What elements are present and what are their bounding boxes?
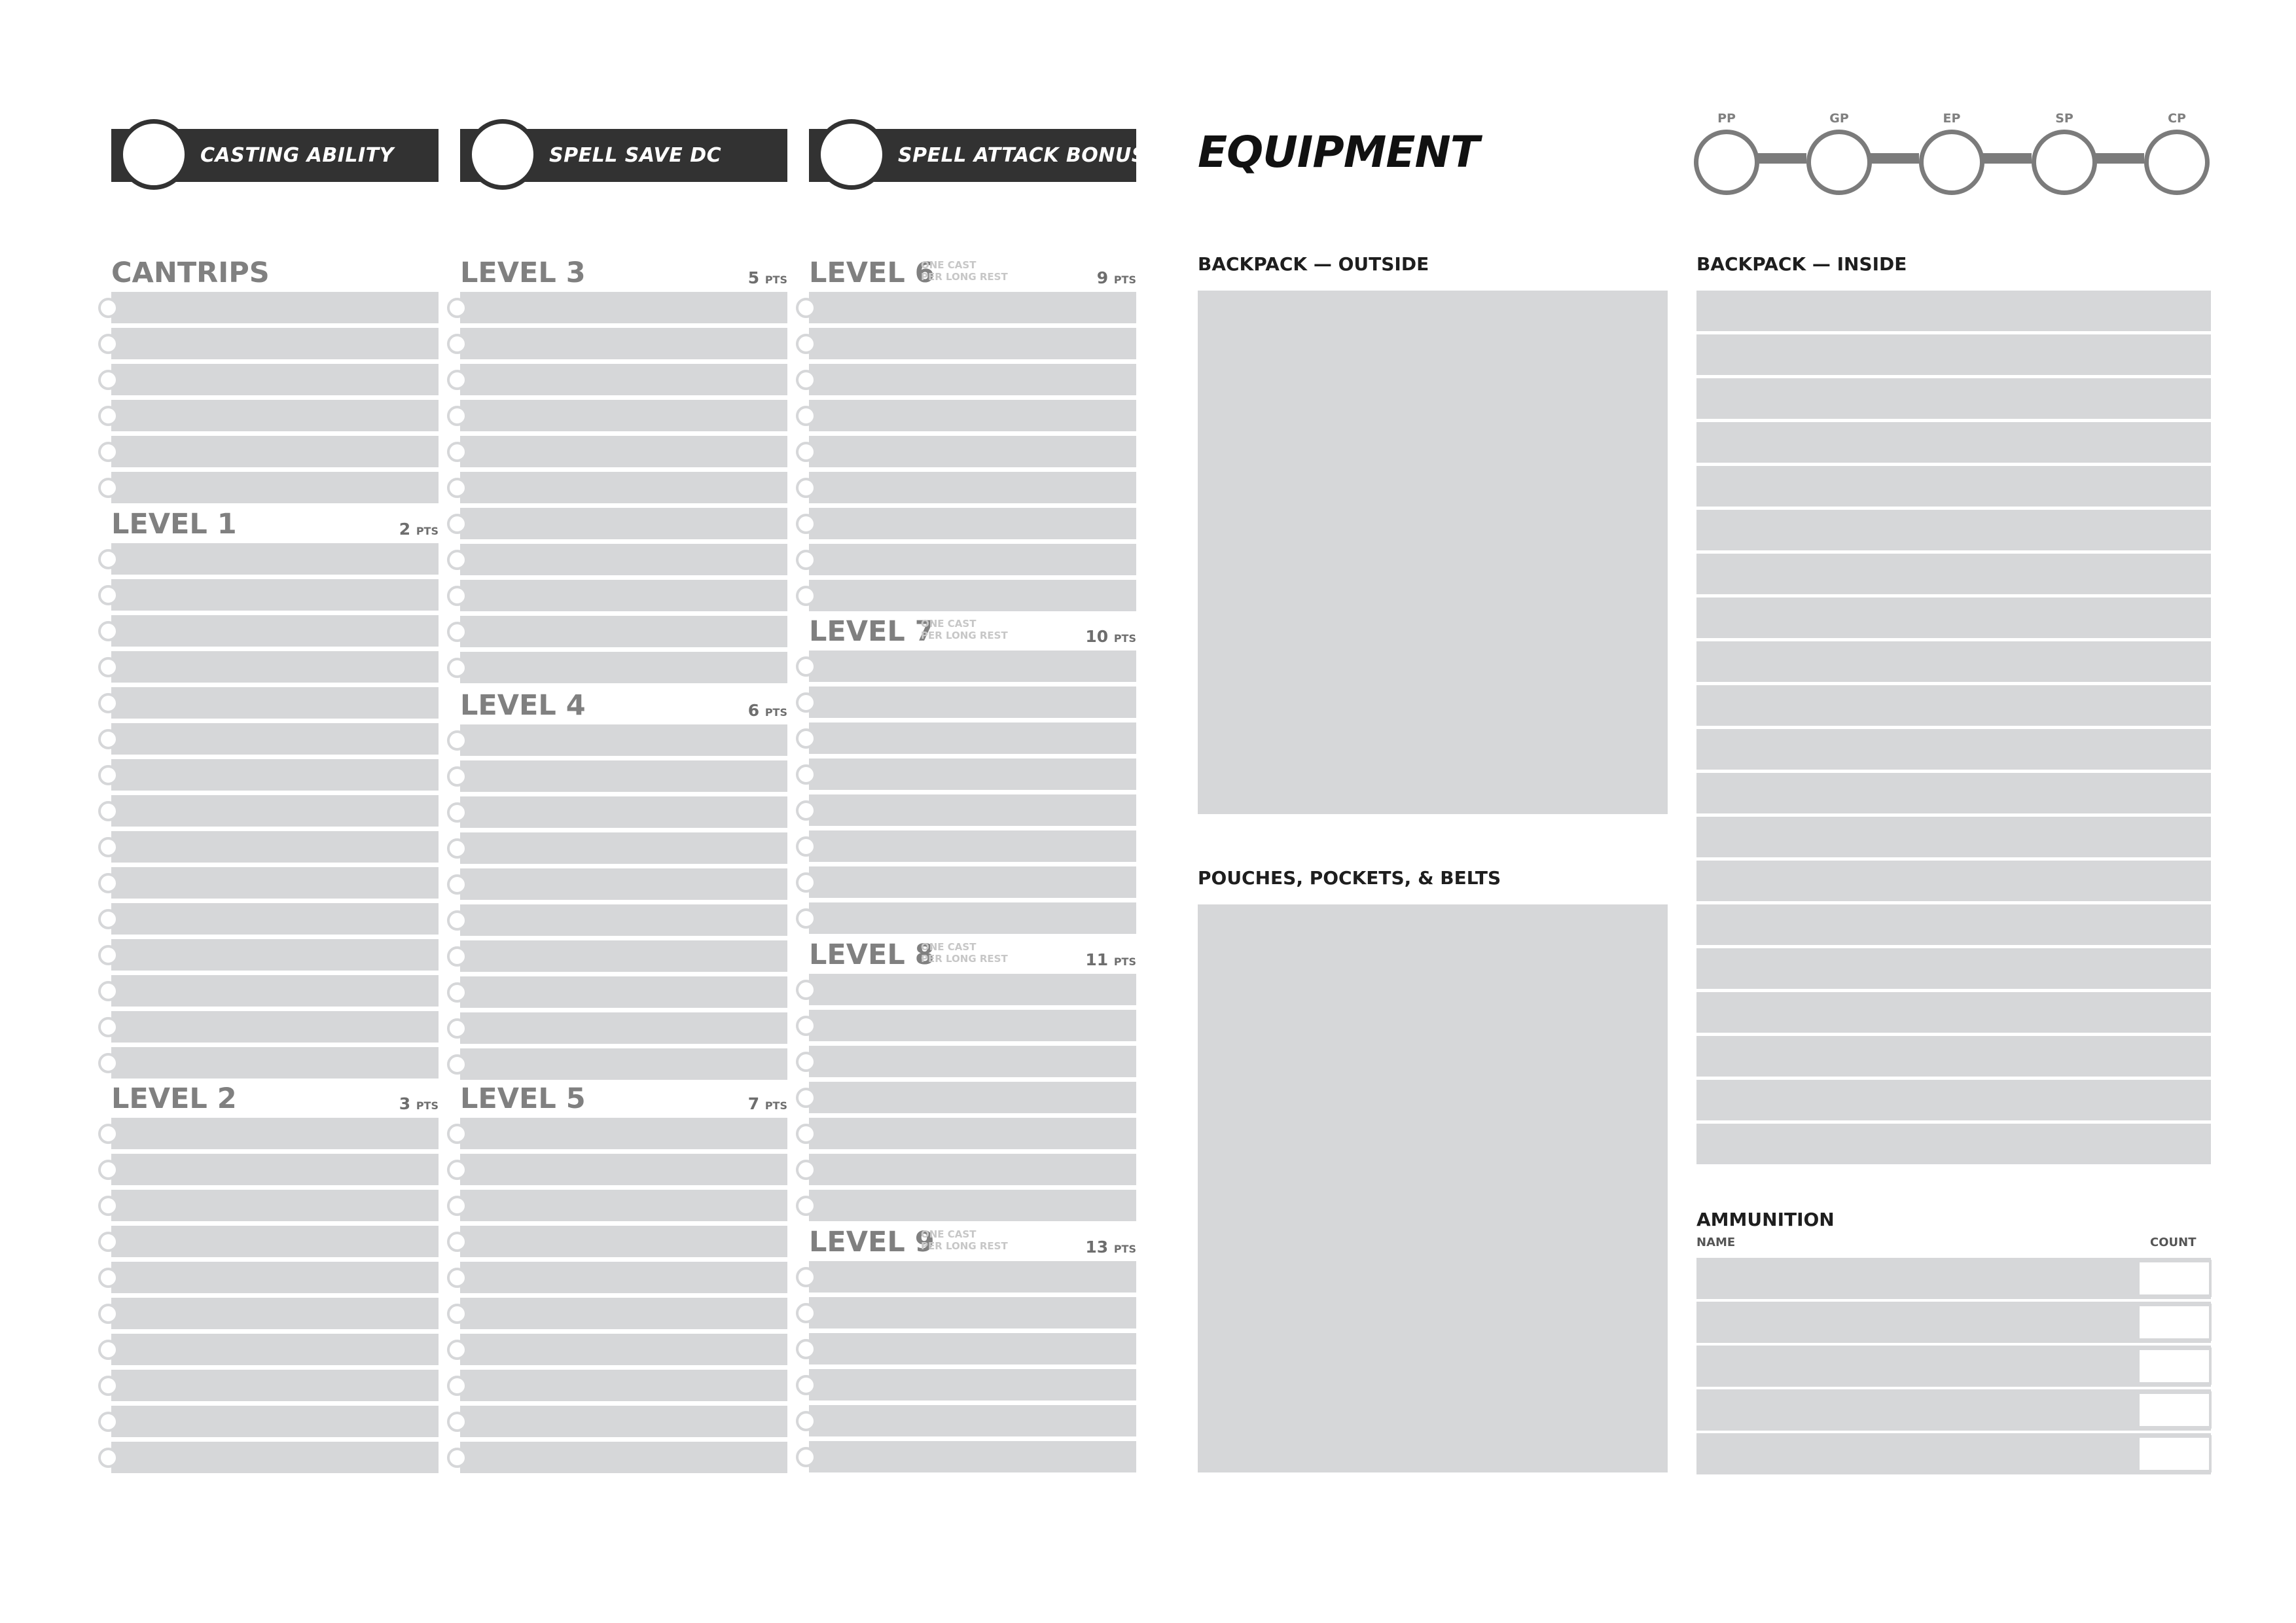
spell-slot-line[interactable] bbox=[460, 1442, 787, 1473]
spell-slot-line[interactable] bbox=[111, 795, 439, 827]
equipment-title: EQUIPMENT bbox=[1198, 127, 1479, 177]
backpack-inside-row[interactable] bbox=[1696, 291, 2211, 331]
level-6-title: LEVEL 6 bbox=[809, 257, 935, 289]
spell-slot-line[interactable] bbox=[460, 472, 787, 503]
spell-prepared-checkbox[interactable] bbox=[98, 1412, 118, 1432]
spell-prepared-checkbox[interactable] bbox=[447, 370, 467, 390]
ammunition-count-field[interactable] bbox=[2137, 1391, 2212, 1429]
spell-prepared-checkbox[interactable] bbox=[796, 728, 816, 749]
backpack-inside-row[interactable] bbox=[1696, 1080, 2211, 1120]
level-6-rest-note bbox=[921, 259, 1008, 283]
spell-prepared-checkbox[interactable] bbox=[98, 729, 118, 749]
spell-slot-line[interactable] bbox=[809, 400, 1136, 431]
spell-prepared-checkbox[interactable] bbox=[796, 298, 816, 318]
spell-prepared-checkbox[interactable] bbox=[447, 1412, 467, 1432]
pouches-field[interactable] bbox=[1198, 904, 1668, 1472]
spell-prepared-checkbox[interactable] bbox=[98, 298, 118, 318]
spell-slot-line[interactable] bbox=[809, 1118, 1136, 1149]
spell-slot-line[interactable] bbox=[460, 1262, 787, 1293]
spell-prepared-checkbox[interactable] bbox=[447, 550, 467, 570]
spell-prepared-checkbox[interactable] bbox=[796, 1160, 816, 1180]
ammunition-name-field[interactable] bbox=[1696, 1433, 2211, 1474]
spell-slot-line[interactable] bbox=[460, 796, 787, 828]
spell-prepared-checkbox[interactable] bbox=[447, 1124, 467, 1144]
spell-prepared-checkbox[interactable] bbox=[796, 1267, 816, 1287]
spell-slot-line[interactable] bbox=[460, 1118, 787, 1149]
spell-slot-line[interactable] bbox=[111, 1118, 439, 1149]
level-6-points-value: 9 bbox=[1096, 268, 1114, 287]
coin-connector bbox=[1753, 153, 1806, 164]
spell-slot-line[interactable] bbox=[809, 1154, 1136, 1185]
spell-slot-line[interactable] bbox=[111, 292, 439, 323]
level-7-points bbox=[1031, 628, 1136, 645]
spell-slot-line[interactable] bbox=[809, 1261, 1136, 1293]
level-5-title: LEVEL 5 bbox=[460, 1082, 586, 1115]
backpack-inside-heading: BACKPACK — INSIDE bbox=[1696, 253, 1907, 275]
level-5-points-value: 7 bbox=[747, 1094, 765, 1113]
spell-slot-line[interactable] bbox=[460, 436, 787, 467]
spell-slot-line[interactable] bbox=[460, 1298, 787, 1329]
pouches-heading: POUCHES, POCKETS, & BELTS bbox=[1198, 867, 1501, 889]
spell-slot-line[interactable] bbox=[809, 436, 1136, 467]
spell-slot-line[interactable] bbox=[460, 1406, 787, 1437]
spell-slot-line[interactable] bbox=[809, 974, 1136, 1005]
spell-prepared-checkbox[interactable] bbox=[796, 442, 816, 462]
spell-prepared-checkbox[interactable] bbox=[447, 874, 467, 895]
spell-slot-line[interactable] bbox=[809, 794, 1136, 826]
spell-slot-line[interactable] bbox=[460, 1012, 787, 1044]
level-1-points-unit: PTS bbox=[416, 525, 439, 537]
spell-slot-line[interactable] bbox=[460, 580, 787, 611]
spell-prepared-checkbox[interactable] bbox=[98, 549, 118, 569]
spell-slot-line[interactable] bbox=[809, 508, 1136, 539]
spell-prepared-checkbox[interactable] bbox=[796, 550, 816, 570]
spell-prepared-checkbox[interactable] bbox=[796, 1124, 816, 1144]
spell-prepared-checkbox[interactable] bbox=[98, 1124, 118, 1144]
spell-prepared-checkbox[interactable] bbox=[796, 908, 816, 929]
level-3-points-unit: PTS bbox=[764, 274, 787, 286]
level-8-points-unit: PTS bbox=[1113, 955, 1136, 968]
ammunition-name-header: NAME bbox=[1696, 1236, 1736, 1249]
spell-slot-line[interactable] bbox=[809, 830, 1136, 862]
spell-prepared-checkbox[interactable] bbox=[447, 1160, 467, 1180]
spell-slot-line[interactable] bbox=[460, 904, 787, 936]
spell-prepared-checkbox[interactable] bbox=[98, 478, 118, 498]
spell-prepared-checkbox[interactable] bbox=[796, 1339, 816, 1359]
spell-slot-line[interactable] bbox=[111, 364, 439, 395]
level-7-title: LEVEL 7 bbox=[809, 615, 935, 648]
spell-prepared-checkbox[interactable] bbox=[447, 586, 467, 606]
spell-slot-line[interactable] bbox=[111, 975, 439, 1007]
level-8-rest-note-line: PER LONG REST bbox=[921, 953, 1008, 965]
spell-slot-line[interactable] bbox=[809, 722, 1136, 754]
level-7-rest-note-line: PER LONG REST bbox=[921, 630, 1008, 641]
spell-prepared-checkbox[interactable] bbox=[447, 622, 467, 642]
spell-prepared-checkbox[interactable] bbox=[447, 838, 467, 859]
level-3-title: LEVEL 3 bbox=[460, 257, 586, 289]
spell-slot-line[interactable] bbox=[111, 1047, 439, 1079]
spell-slot-line[interactable] bbox=[460, 724, 787, 756]
level-1-title: LEVEL 1 bbox=[111, 508, 237, 541]
spell-prepared-checkbox[interactable] bbox=[447, 1268, 467, 1288]
spell-slot-line[interactable] bbox=[809, 1369, 1136, 1400]
spell-save-dc-input[interactable] bbox=[467, 119, 538, 190]
spell-slot-line[interactable] bbox=[460, 868, 787, 900]
spell-slot-line[interactable] bbox=[111, 579, 439, 611]
spell-prepared-checkbox[interactable] bbox=[447, 910, 467, 931]
spell-prepared-checkbox[interactable] bbox=[447, 1232, 467, 1252]
spell-prepared-checkbox[interactable] bbox=[796, 800, 816, 821]
coin-label-gp: GP bbox=[1829, 111, 1849, 126]
level-2-points bbox=[334, 1096, 439, 1112]
spell-prepared-checkbox[interactable] bbox=[447, 1448, 467, 1468]
spell-slot-line[interactable] bbox=[460, 328, 787, 359]
spell-slot-line[interactable] bbox=[460, 1226, 787, 1257]
spell-prepared-checkbox[interactable] bbox=[447, 1054, 467, 1075]
coin-connector bbox=[2090, 153, 2144, 164]
level-4-points bbox=[683, 702, 787, 719]
spell-prepared-checkbox[interactable] bbox=[98, 657, 118, 677]
spell-slot-line[interactable] bbox=[460, 652, 787, 683]
level-6-rest-note-line: ONE CAST bbox=[921, 259, 977, 271]
spell-slot-line[interactable] bbox=[809, 364, 1136, 395]
spell-prepared-checkbox[interactable] bbox=[447, 802, 467, 823]
spell-prepared-checkbox[interactable] bbox=[447, 1340, 467, 1360]
backpack-inside-row[interactable] bbox=[1696, 1036, 2211, 1077]
spell-prepared-checkbox[interactable] bbox=[447, 478, 467, 498]
spell-slot-line[interactable] bbox=[809, 1405, 1136, 1436]
spell-slot-line[interactable] bbox=[809, 544, 1136, 575]
backpack-inside-row[interactable] bbox=[1696, 904, 2211, 945]
spell-slot-line[interactable] bbox=[809, 1190, 1136, 1221]
spell-slot-line[interactable] bbox=[111, 1406, 439, 1437]
spell-slot-line[interactable] bbox=[460, 364, 787, 395]
level-9-rest-note-line: ONE CAST bbox=[921, 1228, 977, 1240]
spell-prepared-checkbox[interactable] bbox=[447, 982, 467, 1003]
level-9-title: LEVEL 9 bbox=[809, 1226, 935, 1258]
spell-slot-line[interactable] bbox=[460, 832, 787, 864]
spell-slot-line[interactable] bbox=[809, 866, 1136, 898]
spell-slot-line[interactable] bbox=[111, 867, 439, 899]
backpack-inside-row[interactable] bbox=[1696, 817, 2211, 857]
spell-slot-line[interactable] bbox=[111, 328, 439, 359]
spell-prepared-checkbox[interactable] bbox=[98, 801, 118, 821]
spell-prepared-checkbox[interactable] bbox=[796, 514, 816, 534]
level-9-points-value: 13 bbox=[1085, 1238, 1114, 1257]
spell-prepared-checkbox[interactable] bbox=[447, 1196, 467, 1216]
spell-prepared-checkbox[interactable] bbox=[98, 621, 118, 641]
spell-prepared-checkbox[interactable] bbox=[98, 1340, 118, 1360]
spell-slot-line[interactable] bbox=[111, 651, 439, 683]
spell-prepared-checkbox[interactable] bbox=[796, 1447, 816, 1467]
spell-slot-line[interactable] bbox=[809, 472, 1136, 503]
spell-slot-line[interactable] bbox=[460, 1154, 787, 1185]
spell-prepared-checkbox[interactable] bbox=[796, 1052, 816, 1072]
level-3-points-value: 5 bbox=[747, 268, 765, 287]
spell-slot-line[interactable] bbox=[809, 1046, 1136, 1077]
spell-prepared-checkbox[interactable] bbox=[796, 764, 816, 785]
backpack-inside-row[interactable] bbox=[1696, 554, 2211, 594]
coin-input-sp[interactable] bbox=[2032, 130, 2097, 195]
spell-slot-line[interactable] bbox=[460, 940, 787, 972]
spell-slot-line[interactable] bbox=[809, 1297, 1136, 1329]
level-3-points bbox=[683, 270, 787, 286]
spell-slot-line[interactable] bbox=[809, 651, 1136, 682]
spell-prepared-checkbox[interactable] bbox=[98, 1304, 118, 1324]
spell-prepared-checkbox[interactable] bbox=[447, 766, 467, 787]
spell-slot-line[interactable] bbox=[111, 615, 439, 647]
level-9-points bbox=[1031, 1239, 1136, 1255]
spell-slot-line[interactable] bbox=[460, 292, 787, 323]
spell-slot-line[interactable] bbox=[460, 1334, 787, 1365]
coin-input-gp[interactable] bbox=[1806, 130, 1872, 195]
coin-connector bbox=[1978, 153, 2032, 164]
spell-slot-line[interactable] bbox=[809, 292, 1136, 323]
backpack-inside-row[interactable] bbox=[1696, 641, 2211, 682]
spell-prepared-checkbox[interactable] bbox=[98, 406, 118, 426]
spell-prepared-checkbox[interactable] bbox=[796, 406, 816, 426]
level-7-points-unit: PTS bbox=[1113, 632, 1136, 645]
spell-prepared-checkbox[interactable] bbox=[447, 334, 467, 354]
spell-prepared-checkbox[interactable] bbox=[796, 836, 816, 857]
spell-slot-line[interactable] bbox=[111, 543, 439, 575]
spell-prepared-checkbox[interactable] bbox=[447, 1376, 467, 1396]
spell-prepared-checkbox[interactable] bbox=[796, 656, 816, 677]
spell-prepared-checkbox[interactable] bbox=[98, 1268, 118, 1288]
spell-attack-bonus-input[interactable] bbox=[816, 119, 887, 190]
spell-slot-line[interactable] bbox=[460, 616, 787, 647]
backpack-outside-field[interactable] bbox=[1198, 291, 1668, 814]
ammunition-count-field[interactable] bbox=[2137, 1347, 2212, 1385]
spell-prepared-checkbox[interactable] bbox=[447, 442, 467, 462]
level-8-points-value: 11 bbox=[1085, 950, 1114, 969]
spell-slot-line[interactable] bbox=[111, 1370, 439, 1401]
backpack-inside-row[interactable] bbox=[1696, 510, 2211, 550]
coin-label-pp: PP bbox=[1717, 111, 1736, 126]
ammunition-name-field[interactable] bbox=[1696, 1302, 2211, 1343]
spell-slot-line[interactable] bbox=[809, 687, 1136, 718]
level-5-points bbox=[683, 1096, 787, 1112]
level-6-points-unit: PTS bbox=[1113, 274, 1136, 286]
spell-slot-line[interactable] bbox=[111, 1011, 439, 1043]
spell-prepared-checkbox[interactable] bbox=[796, 872, 816, 893]
spell-slot-line[interactable] bbox=[809, 902, 1136, 934]
spell-slot-line[interactable] bbox=[460, 508, 787, 539]
spell-prepared-checkbox[interactable] bbox=[98, 693, 118, 713]
backpack-inside-row[interactable] bbox=[1696, 334, 2211, 375]
backpack-inside-row[interactable] bbox=[1696, 466, 2211, 507]
spell-prepared-checkbox[interactable] bbox=[98, 370, 118, 390]
level-7-points-value: 10 bbox=[1085, 627, 1114, 646]
spell-slot-line[interactable] bbox=[111, 1190, 439, 1221]
spell-prepared-checkbox[interactable] bbox=[98, 981, 118, 1001]
ammunition-name-field[interactable] bbox=[1696, 1346, 2211, 1387]
cantrips-title: CANTRIPS bbox=[111, 257, 270, 289]
spell-prepared-checkbox[interactable] bbox=[447, 406, 467, 426]
spell-slot-line[interactable] bbox=[111, 687, 439, 719]
spell-slot-line[interactable] bbox=[460, 1190, 787, 1221]
spell-slot-line[interactable] bbox=[111, 1262, 439, 1293]
spell-slot-line[interactable] bbox=[111, 1154, 439, 1185]
spell-prepared-checkbox[interactable] bbox=[796, 692, 816, 713]
backpack-inside-row[interactable] bbox=[1696, 861, 2211, 901]
spell-slot-line[interactable] bbox=[111, 1298, 439, 1329]
level-8-points bbox=[1031, 952, 1136, 968]
spell-prepared-checkbox[interactable] bbox=[796, 1196, 816, 1216]
spell-prepared-checkbox[interactable] bbox=[98, 873, 118, 893]
backpack-inside-row[interactable] bbox=[1696, 597, 2211, 638]
spell-prepared-checkbox[interactable] bbox=[447, 730, 467, 751]
spell-slot-line[interactable] bbox=[111, 1226, 439, 1257]
spell-save-dc-label: SPELL SAVE DC bbox=[549, 144, 722, 167]
spell-prepared-checkbox[interactable] bbox=[98, 585, 118, 605]
spell-prepared-checkbox[interactable] bbox=[796, 334, 816, 354]
spell-prepared-checkbox[interactable] bbox=[98, 837, 118, 857]
backpack-outside-heading: BACKPACK — OUTSIDE bbox=[1198, 253, 1429, 275]
spell-slot-line[interactable] bbox=[111, 759, 439, 791]
backpack-inside-row[interactable] bbox=[1696, 948, 2211, 989]
casting-ability-label: CASTING ABILITY bbox=[200, 144, 394, 167]
spell-slot-line[interactable] bbox=[111, 939, 439, 971]
spell-slot-line[interactable] bbox=[809, 1010, 1136, 1041]
spell-prepared-checkbox[interactable] bbox=[98, 442, 118, 462]
level-2-points-unit: PTS bbox=[416, 1099, 439, 1112]
backpack-inside-row[interactable] bbox=[1696, 422, 2211, 463]
backpack-inside-row[interactable] bbox=[1696, 378, 2211, 419]
level-8-rest-note bbox=[921, 941, 1008, 965]
spell-attack-bonus-label: SPELL ATTACK BONUS bbox=[898, 144, 1146, 167]
spell-prepared-checkbox[interactable] bbox=[98, 334, 118, 354]
coin-label-cp: CP bbox=[2168, 111, 2186, 126]
level-1-points-value: 2 bbox=[399, 520, 416, 539]
spell-prepared-checkbox[interactable] bbox=[98, 1160, 118, 1180]
level-8-rest-note-line: ONE CAST bbox=[921, 941, 977, 953]
ammunition-name-field[interactable] bbox=[1696, 1389, 2211, 1431]
spell-prepared-checkbox[interactable] bbox=[796, 1016, 816, 1036]
spell-slot-line[interactable] bbox=[460, 760, 787, 792]
spell-prepared-checkbox[interactable] bbox=[796, 1303, 816, 1323]
spell-slot-line[interactable] bbox=[809, 758, 1136, 790]
spell-slot-line[interactable] bbox=[111, 723, 439, 755]
ammunition-count-field[interactable] bbox=[2137, 1435, 2212, 1472]
ammunition-count-header: COUNT bbox=[2150, 1236, 2197, 1249]
spell-slot-line[interactable] bbox=[111, 1334, 439, 1365]
spell-prepared-checkbox[interactable] bbox=[98, 765, 118, 785]
spell-prepared-checkbox[interactable] bbox=[796, 1088, 816, 1108]
backpack-inside-row[interactable] bbox=[1696, 1124, 2211, 1164]
spell-slot-line[interactable] bbox=[111, 436, 439, 467]
level-7-rest-note-line: ONE CAST bbox=[921, 618, 977, 630]
spell-prepared-checkbox[interactable] bbox=[98, 945, 118, 965]
level-6-points bbox=[1031, 270, 1136, 286]
spell-prepared-checkbox[interactable] bbox=[796, 1411, 816, 1431]
spell-prepared-checkbox[interactable] bbox=[447, 1304, 467, 1324]
spell-slot-line[interactable] bbox=[809, 328, 1136, 359]
spell-slot-line[interactable] bbox=[111, 472, 439, 503]
spell-prepared-checkbox[interactable] bbox=[447, 298, 467, 318]
coin-input-pp[interactable] bbox=[1694, 130, 1759, 195]
spell-prepared-checkbox[interactable] bbox=[796, 370, 816, 390]
spell-slot-line[interactable] bbox=[111, 1442, 439, 1473]
level-9-rest-note bbox=[921, 1228, 1008, 1252]
spell-prepared-checkbox[interactable] bbox=[796, 980, 816, 1000]
ammunition-name-field[interactable] bbox=[1696, 1258, 2211, 1299]
ammunition-heading: AMMUNITION bbox=[1696, 1209, 1835, 1230]
coin-input-cp[interactable] bbox=[2144, 130, 2210, 195]
backpack-inside-row[interactable] bbox=[1696, 992, 2211, 1033]
coin-label-ep: EP bbox=[1943, 111, 1961, 126]
level-2-title: LEVEL 2 bbox=[111, 1082, 237, 1115]
spell-slot-line[interactable] bbox=[460, 544, 787, 575]
spell-prepared-checkbox[interactable] bbox=[98, 1448, 118, 1468]
spell-prepared-checkbox[interactable] bbox=[98, 909, 118, 929]
spell-prepared-checkbox[interactable] bbox=[98, 1017, 118, 1037]
level-8-title: LEVEL 8 bbox=[809, 938, 935, 971]
spell-slot-line[interactable] bbox=[460, 1370, 787, 1401]
spell-slot-line[interactable] bbox=[809, 1441, 1136, 1472]
backpack-inside-row[interactable] bbox=[1696, 729, 2211, 770]
spell-slot-line[interactable] bbox=[111, 400, 439, 431]
level-9-points-unit: PTS bbox=[1113, 1243, 1136, 1255]
level-2-points-value: 3 bbox=[399, 1094, 416, 1113]
coin-label-sp: SP bbox=[2055, 111, 2073, 126]
level-5-points-unit: PTS bbox=[764, 1099, 787, 1112]
level-4-title: LEVEL 4 bbox=[460, 689, 586, 722]
spell-prepared-checkbox[interactable] bbox=[796, 478, 816, 498]
spell-slot-line[interactable] bbox=[111, 903, 439, 935]
spell-prepared-checkbox[interactable] bbox=[98, 1232, 118, 1252]
level-9-rest-note-line: PER LONG REST bbox=[921, 1240, 1008, 1252]
coin-connector bbox=[1865, 153, 1919, 164]
spell-prepared-checkbox[interactable] bbox=[447, 658, 467, 678]
spell-slot-line[interactable] bbox=[809, 1082, 1136, 1113]
spell-prepared-checkbox[interactable] bbox=[447, 514, 467, 534]
level-6-rest-note-line: PER LONG REST bbox=[921, 271, 1008, 283]
ammunition-count-field[interactable] bbox=[2137, 1260, 2212, 1297]
spell-prepared-checkbox[interactable] bbox=[98, 1053, 118, 1073]
spell-slot-line[interactable] bbox=[809, 580, 1136, 611]
level-4-points-unit: PTS bbox=[764, 706, 787, 719]
spell-prepared-checkbox[interactable] bbox=[447, 1018, 467, 1039]
spell-slot-line[interactable] bbox=[111, 831, 439, 863]
backpack-inside-row[interactable] bbox=[1696, 773, 2211, 813]
level-1-points bbox=[334, 521, 439, 537]
backpack-inside-row[interactable] bbox=[1696, 685, 2211, 726]
spell-slot-line[interactable] bbox=[460, 976, 787, 1008]
spell-slot-line[interactable] bbox=[460, 400, 787, 431]
spell-prepared-checkbox[interactable] bbox=[447, 946, 467, 967]
spell-prepared-checkbox[interactable] bbox=[98, 1196, 118, 1216]
spell-prepared-checkbox[interactable] bbox=[98, 1376, 118, 1396]
ammunition-count-field[interactable] bbox=[2137, 1304, 2212, 1341]
level-4-points-value: 6 bbox=[747, 701, 765, 720]
spell-slot-line[interactable] bbox=[809, 1333, 1136, 1364]
coin-input-ep[interactable] bbox=[1919, 130, 1984, 195]
casting-ability-input[interactable] bbox=[118, 119, 189, 190]
level-7-rest-note bbox=[921, 618, 1008, 641]
spell-prepared-checkbox[interactable] bbox=[796, 1375, 816, 1395]
spell-slot-line[interactable] bbox=[460, 1048, 787, 1080]
spell-prepared-checkbox[interactable] bbox=[796, 586, 816, 606]
